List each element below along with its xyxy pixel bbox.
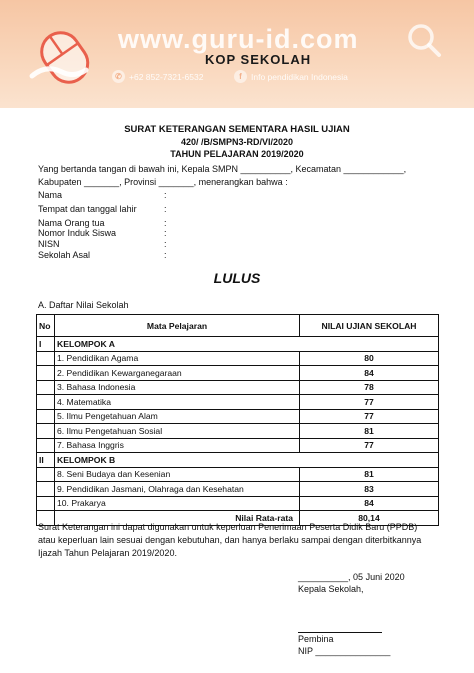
subject-name: 9. Pendidikan Jasmani, Olahraga dan Kesehatan	[55, 482, 300, 497]
average-value: 80,14	[300, 511, 439, 526]
result-status: LULUS	[213, 270, 261, 286]
computer-mouse-icon	[26, 18, 100, 92]
subject-name: 8. Seni Budaya dan Kesenian	[55, 467, 300, 482]
document-number: 420/ /B/SMPN3-RD/VI/2020	[180, 137, 294, 147]
signature-role: Kepala Sekolah,	[298, 584, 364, 594]
academic-year: TAHUN PELAJARAN 2019/2020	[170, 149, 304, 159]
footer-line-2: atau keperluan lain sesuai dengan kebutuhan, dan hanya berlaku sampai dengan diterbitkannya	[38, 535, 422, 545]
section-title: A. Daftar Nilai Sekolah	[38, 300, 129, 310]
footer-line-1: Surat Keterangan ini dapat digunakan untuk keperluan Penerimaan Peserta Didik Baru (PPDB)	[38, 522, 418, 532]
table-row	[37, 366, 439, 381]
field-label-name: Nama	[38, 190, 63, 200]
average-label: Nilai Rata-rata	[55, 511, 300, 526]
field-value-nisn: :	[164, 239, 167, 249]
subject-name: 6. Ilmu Pengetahuan Sosial	[55, 424, 300, 439]
group-label: KELOMPOK B	[55, 453, 439, 468]
table-row	[37, 438, 439, 453]
table-row	[37, 424, 439, 439]
subject-name: 5. Ilmu Pengetahuan Alam	[55, 409, 300, 424]
field-value-school: :	[164, 250, 167, 260]
field-value-birth: :	[164, 204, 167, 214]
table-header-row	[37, 315, 439, 337]
letterhead-banner	[0, 0, 474, 108]
field-value-parent: :	[164, 218, 167, 228]
subject-name: 3. Bahasa Indonesia	[55, 380, 300, 395]
subject-score: 84	[300, 496, 439, 511]
intro-line-1: Yang bertanda tangan di bawah ini, Kepala SMPN __________, Kecamatan ____________,	[38, 164, 407, 174]
subject-score: 77	[300, 395, 439, 410]
subject-score: 84	[300, 366, 439, 381]
signature-nip: NIP _______________	[298, 646, 391, 656]
magnifier-icon	[404, 20, 444, 60]
subject-name: 4. Matematika	[55, 395, 300, 410]
subject-score: 81	[300, 467, 439, 482]
header-score: NILAI UJIAN SEKOLAH	[300, 315, 439, 337]
subject-name: 10. Prakarya	[55, 496, 300, 511]
footer-line-3: Ijazah Tahun Pelajaran 2019/2020.	[38, 548, 177, 558]
subject-score: 78	[300, 380, 439, 395]
subject-name: 7. Bahasa Inggris	[55, 438, 300, 453]
subject-name: 2. Pendidikan Kewarganegaraan	[55, 366, 300, 381]
group-row-a	[37, 337, 439, 352]
phone-icon: ✆	[112, 70, 125, 83]
grades-table	[36, 314, 439, 526]
field-value-nis: :	[164, 228, 167, 238]
intro-line-2: Kabupaten _______, Provinsi _______, menerangkan bahwa :	[38, 177, 288, 187]
phone-number: +62 852-7321-6532	[129, 71, 204, 82]
table-row	[37, 496, 439, 511]
table-row	[37, 482, 439, 497]
watermark-url: www.guru-id.com	[118, 24, 359, 54]
signature-rank: Pembina	[298, 634, 334, 644]
group-no: II	[37, 453, 55, 468]
table-row	[37, 351, 439, 366]
field-label-nisn: NISN	[38, 239, 60, 249]
phone-contact	[112, 70, 203, 83]
letterhead-title: KOP SEKOLAH	[205, 52, 312, 67]
header-subject: Mata Pelajaran	[55, 315, 300, 337]
field-label-school: Sekolah Asal	[38, 250, 91, 260]
header-no: No	[37, 315, 55, 337]
table-row	[37, 395, 439, 410]
field-label-nis: Nomor Induk Siswa	[38, 228, 117, 238]
document-title: SURAT KETERANGAN SEMENTARA HASIL UJIAN	[124, 124, 350, 135]
field-label-birth: Tempat dan tanggal lahir	[38, 204, 137, 214]
table-row	[37, 409, 439, 424]
subject-score: 77	[300, 438, 439, 453]
subject-score: 80	[300, 351, 439, 366]
subject-score: 83	[300, 482, 439, 497]
field-value-name: :	[164, 190, 167, 200]
signature-line	[298, 632, 382, 633]
subject-name: 1. Pendidikan Agama	[55, 351, 300, 366]
table-row	[37, 380, 439, 395]
signature-date: __________, 05 Juni 2020	[298, 572, 405, 582]
facebook-contact	[234, 70, 348, 83]
group-label: KELOMPOK A	[55, 337, 439, 352]
group-row-b	[37, 453, 439, 468]
field-label-parent: Nama Orang tua	[38, 218, 105, 228]
table-row	[37, 467, 439, 482]
facebook-page: Info pendidikan Indonesia	[251, 71, 348, 82]
facebook-icon: f	[234, 70, 247, 83]
subject-score: 81	[300, 424, 439, 439]
subject-score: 77	[300, 409, 439, 424]
group-no: I	[37, 337, 55, 352]
